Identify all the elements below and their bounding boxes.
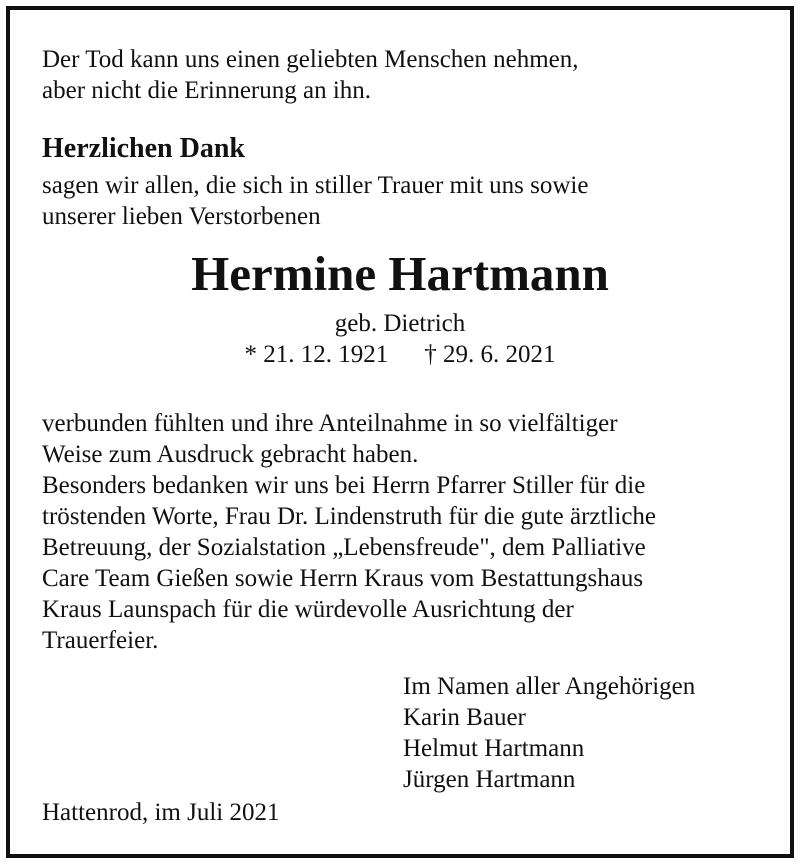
intro-line-1: sagen wir allen, die sich in stiller Trauer mit uns sowie	[42, 172, 589, 199]
signature-name-3: Jürgen Hartmann	[403, 766, 576, 793]
signature-name-2: Helmut Hartmann	[403, 735, 585, 762]
body-line-7: Kraus Launspach für die würdevolle Ausrichtung der	[42, 596, 574, 623]
body-line-6: Care Team Gießen sowie Herrn Kraus vom Bestattungshaus	[42, 565, 644, 592]
body-line-8: Trauerfeier.	[42, 627, 159, 654]
signature-line-1: Im Namen aller Angehörigen	[403, 673, 696, 700]
quote-line-1: Der Tod kann uns einen geliebten Menschen nehmen,	[42, 46, 579, 73]
body-line-2: Weise zum Ausdruck gebracht haben.	[42, 441, 419, 468]
body-line-3: Besonders bedanken wir uns bei Herrn Pfarrer Stiller für die	[42, 472, 646, 499]
body-line-5: Betreuung, der Sozialstation „Lebensfreude", dem Palliative	[42, 534, 646, 561]
maiden-name: geb. Dietrich	[334, 310, 466, 337]
deceased-name: Hermine Hartmann	[191, 246, 609, 301]
signature-name-1: Karin Bauer	[403, 704, 526, 731]
birth-date: * 21. 12. 1921	[244, 341, 389, 368]
heading: Herzlichen Dank	[42, 133, 245, 164]
death-date: † 29. 6. 2021	[424, 341, 556, 368]
body-line-1: verbunden fühlten und ihre Anteilnahme in so vielfältiger	[42, 410, 618, 437]
intro-line-2: unserer lieben Verstorbenen	[42, 203, 321, 230]
body-line-4: tröstenden Worte, Frau Dr. Lindenstruth für die gute ärztliche	[42, 503, 657, 530]
quote-line-2: aber nicht die Erinnerung an ihn.	[42, 77, 372, 104]
place-date: Hattenrod, im Juli 2021	[42, 799, 280, 826]
life-dates	[0, 340, 800, 370]
